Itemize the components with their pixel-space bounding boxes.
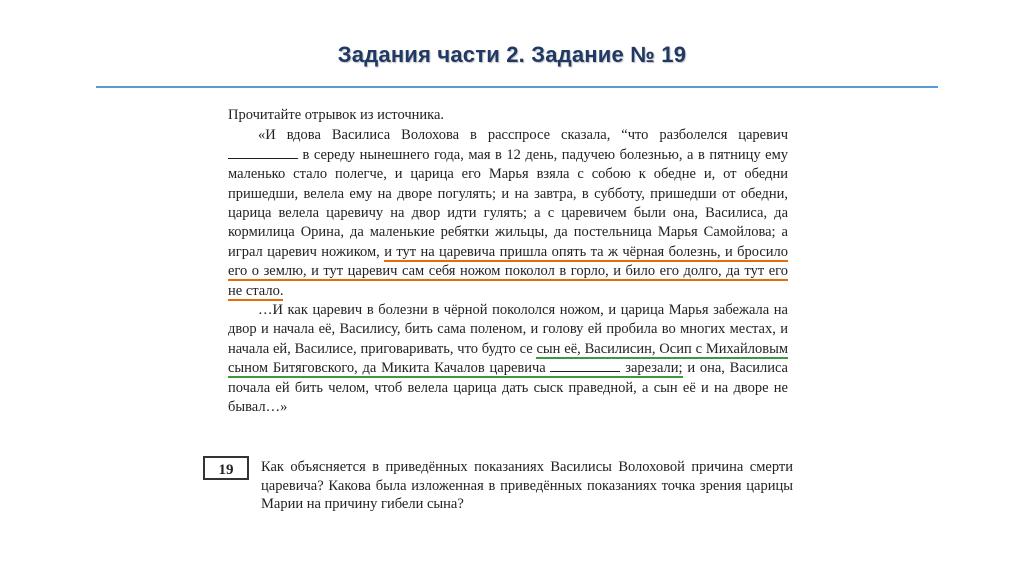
paragraph-1-start: «И вдова Василиса Волохова в расспросе сказала, “что разболелся царевич [258, 127, 788, 144]
excerpt-paragraph-1 [228, 126, 788, 301]
green-passage-end: зарезали; [625, 360, 683, 377]
excerpt-intro: Прочитайте отрывок из источника. [228, 107, 445, 123]
title-divider [96, 86, 938, 88]
question-text: Как объясняется в приведённых показаниях Василисы Волоховой причина смерти царевича? Какова была изложенная в приведённых показаниях точка зрения царицы Марии на причину гибели сына? [261, 459, 793, 512]
source-excerpt [228, 106, 788, 418]
paragraph-1-body: в середу нынешнего года, мая в 12 день, падучею болезнью, а в пятницу ему маленько стало полегче, и царица его Марья взяла с собою к обедне и, от обедни пришедши, велела ему на дворе погулять; и на завтра, в субботу, пришедши от обедни, царица велела царевичу на двор идти гулять; а с царевичем были она, Василиса, да кормилица Орина, да маленькие ребятки жильцы, да постельница Марья Самойлова; а играл царевич ножиком, [228, 146, 788, 260]
paragraph-2-end: и она, Василиса почала ей бить челом, чтоб велела царица дать сыск праведной, а сын её и на дворе не бывал…» [228, 360, 788, 416]
question-number-box: 19 [203, 456, 249, 480]
green-passage-text: сын её, Василисин, Осип с Михайловым сыном Битяговского, да Микита Качалов царевича [228, 340, 789, 377]
answer-blank-2 [550, 359, 620, 372]
task-question [203, 454, 803, 520]
slide-title: Задания части 2. Задание № 19 [337, 42, 687, 67]
orange-underlined-passage: и тут на царевича пришла опять та ж чёрная болезнь, и бросило его о землю, и тут царевич сам себя ножом поколол в горло, и било его долго, да тут его не стало. [228, 243, 789, 299]
excerpt-paragraph-2 [228, 301, 788, 417]
paragraph-2-start: …И как царевич в болезни в чёрной покололся ножом, и царица Марья забежала на двор и начала её, Василису, бить сама поленом, и голову ей пробила во многих местах, и начала ей, Василисе, приговаривать, что будто се [228, 302, 788, 357]
answer-blank-1 [228, 146, 298, 159]
